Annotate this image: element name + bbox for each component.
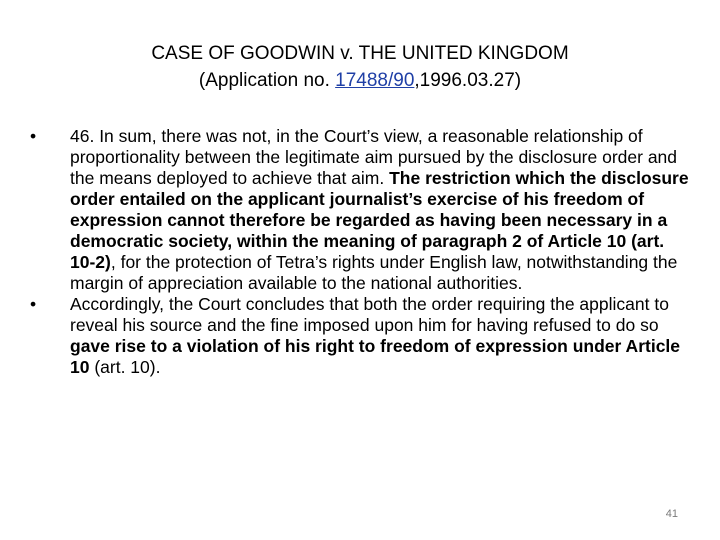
bullet-paragraph-2	[30, 294, 690, 378]
slide-body	[30, 126, 690, 378]
title-close: ,1996.03.27)	[414, 70, 522, 91]
bullet-dot: •	[30, 126, 37, 146]
page-number: 41	[665, 508, 678, 520]
application-number-link[interactable]: 17488/90	[335, 70, 415, 91]
bullet-dot: •	[30, 294, 37, 314]
paragraph-1-bold: The restriction which the disclosure order entailed on the applicant journalist’s exercise of his freedom of expression cannot therefore be regarded as having been necessary in a democratic society, within the meaning of paragraph 2 of Article 10 (art. 10-2)	[70, 168, 689, 272]
bullet-paragraph-1	[30, 126, 690, 294]
paragraph-1-text: 46. In sum, there was not, in the Court’s view, a reasonable relationship of proportionality between the legitimate aim pursued by the disclosure order and the means deployed to achieve that aim.	[70, 126, 678, 188]
slide-title	[0, 40, 720, 94]
paragraph-2-bold: gave rise to a violation of his right to freedom of expression under Article 10	[70, 336, 681, 377]
paragraph-2-text: Accordingly, the Court concludes that both the order requiring the applicant to reveal his source and the fine imposed upon him for having refused to do so	[70, 294, 669, 335]
title-open: (Application no.	[198, 70, 336, 91]
title-line-1: CASE OF GOODWIN v. THE UNITED KINGDOM	[151, 43, 569, 64]
title-line-2	[0, 67, 720, 94]
paragraph-1-tail: , for the protection of Tetra’s rights under English law, notwithstanding the margin of appreciation available to the national authorities.	[70, 252, 678, 293]
paragraph-2-tail: (art. 10).	[89, 357, 161, 377]
